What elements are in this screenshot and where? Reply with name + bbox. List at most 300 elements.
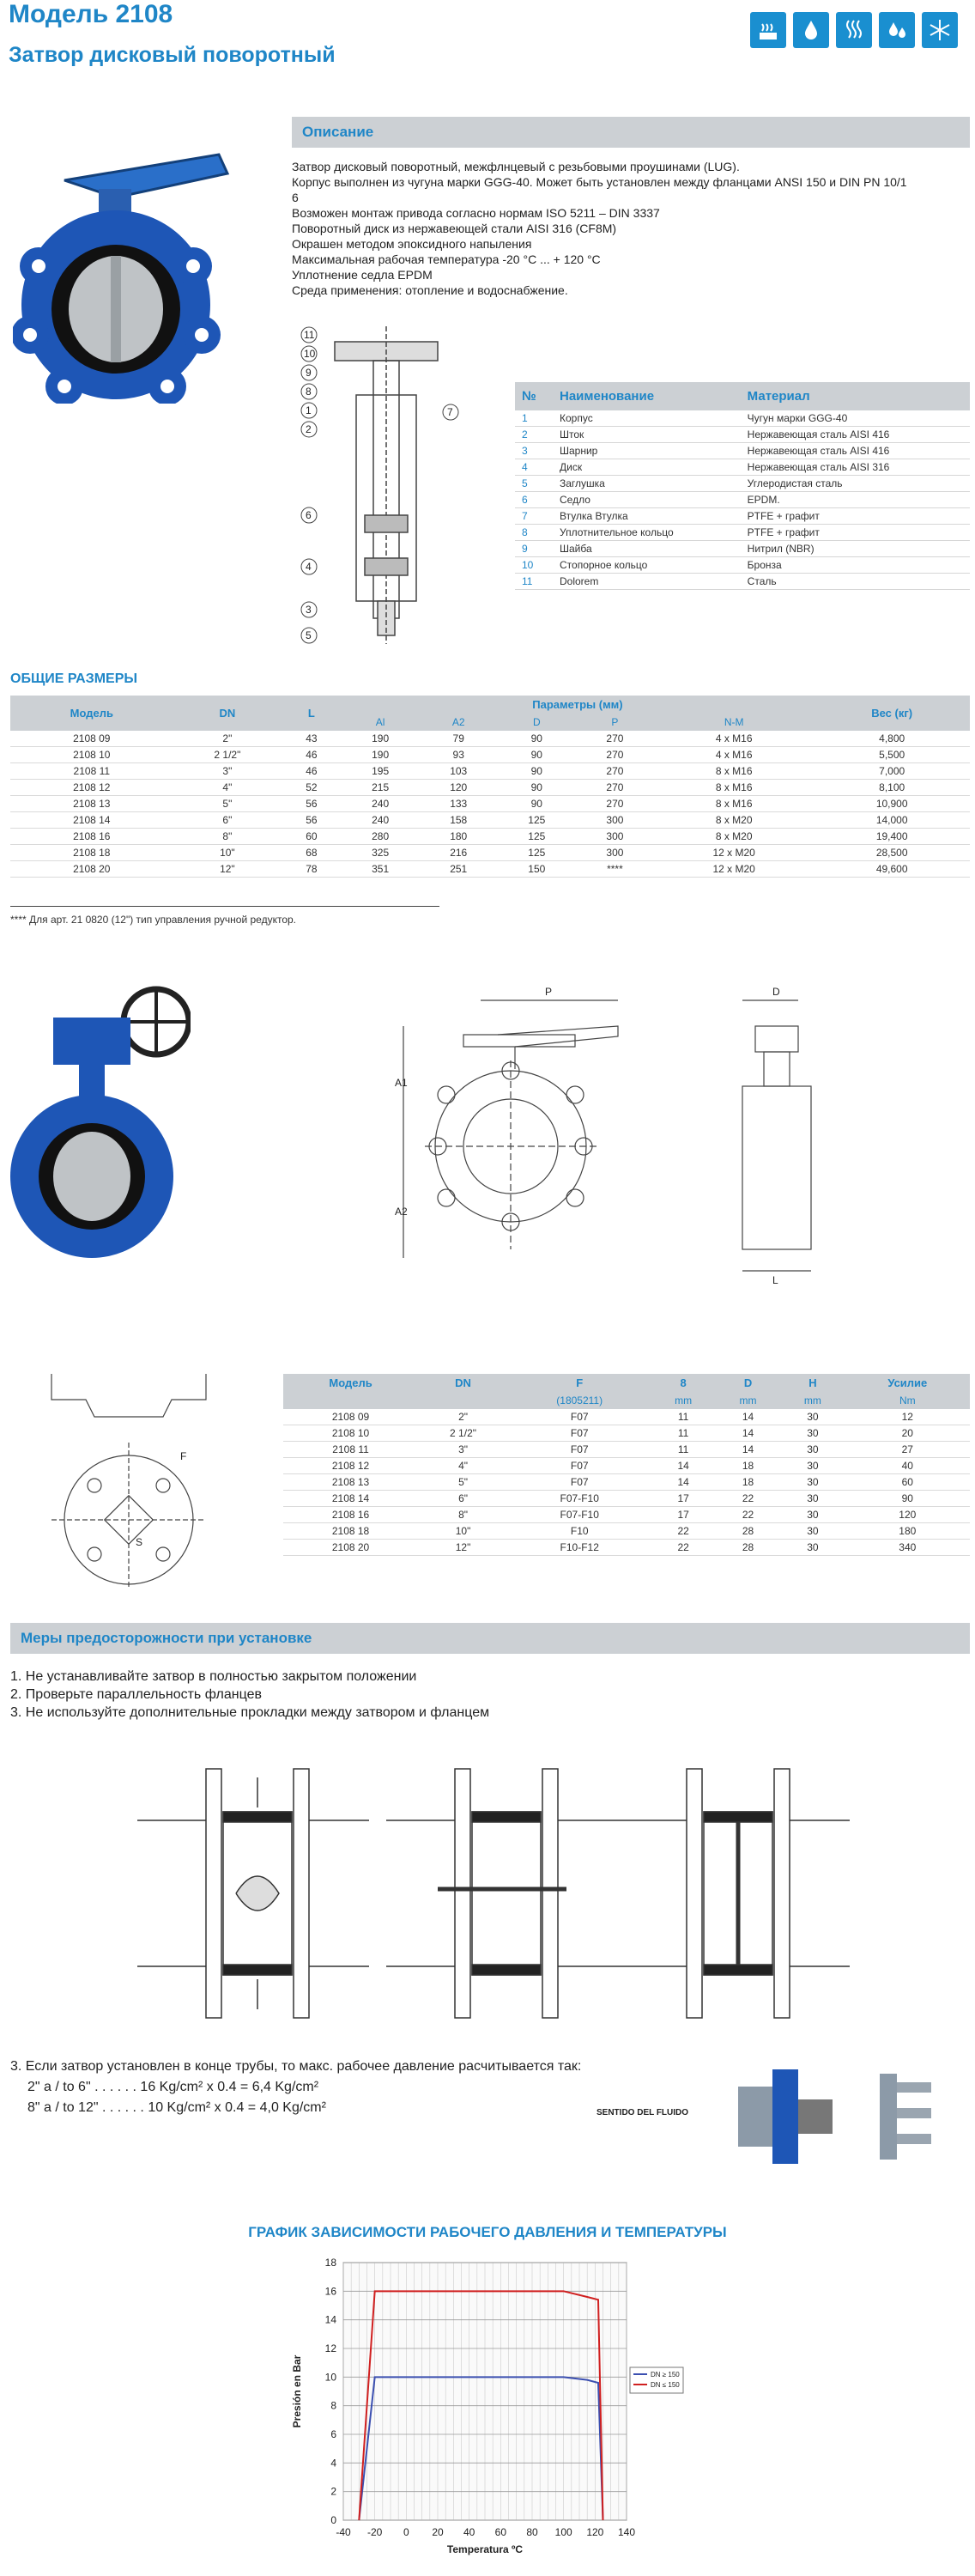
label-s: S [136,1536,143,1548]
chart-y-tick-label: 2 [330,2485,336,2498]
dims-row-cell: 90 [498,747,576,763]
dims-row-cell: 8 x M20 [654,829,814,845]
dims-row-cell: 125 [498,829,576,845]
dims-row-cell: 4 x M16 [654,747,814,763]
actuator-row-cell: 30 [780,1442,845,1458]
parts-col-material: Материал [741,382,970,410]
dims-sub-p: P [576,714,654,731]
dims-row-cell: 46 [282,763,341,780]
actuator-row-cell: 2108 10 [283,1425,418,1442]
parts-row-cell: 2 [515,427,553,443]
dims-row-cell: 8 x M16 [654,780,814,796]
parts-row-cell: Шарнир [553,443,741,459]
parts-col-number: № [515,382,553,410]
steam-icon [836,12,872,48]
dims-row-cell: 4,800 [814,731,970,747]
dims-row-cell: 2108 18 [10,845,173,861]
page-title: Модель 2108 [9,0,173,28]
actuator-row-cell: 2" [418,1409,508,1425]
parts-row [515,443,970,459]
dims-row-cell: 8 x M16 [654,763,814,780]
actuator-row-cell: 18 [716,1458,780,1474]
dims-row-cell: 2108 13 [10,796,173,812]
act-col-torque: Усилие [845,1374,970,1392]
dims-row-cell: 90 [498,731,576,747]
end-installation-drawing [721,2061,970,2172]
act-sub-4: mm [716,1392,780,1409]
actuator-row-cell: 340 [845,1540,970,1556]
parts-row-cell: Седло [553,492,741,508]
dims-row-cell: 270 [576,763,654,780]
actuator-row-cell: 4" [418,1458,508,1474]
dims-sub-d: D [498,714,576,731]
dims-row-cell: 3" [173,763,282,780]
dims-col-model: Модель [10,696,173,731]
actuator-row-cell: 2108 16 [283,1507,418,1523]
actuator-row-cell: 2108 12 [283,1458,418,1474]
act-col-dn: DN [418,1374,508,1392]
actuator-row-cell: 40 [845,1458,970,1474]
actuator-row [283,1409,970,1425]
actuator-row-cell: 14 [716,1442,780,1458]
dims-row-cell: 8" [173,829,282,845]
description-heading: Описание [292,117,970,148]
dims-row-cell: 12" [173,861,282,878]
parts-row-cell: Уплотнительное кольцо [553,525,741,541]
dims-row-cell: 68 [282,845,341,861]
parts-row-cell: 8 [515,525,553,541]
application-icons [750,12,958,48]
description-line: Возможен монтаж привода согласно нормам ISO 5211 – DIN 3337 [292,206,660,220]
actuator-row-cell: 2108 18 [283,1523,418,1540]
actuator-row-cell: F10-F12 [508,1540,651,1556]
chart-x-tick-label: 100 [554,2526,572,2538]
description-line: Окрашен методом эпоксидного напыления [292,237,532,251]
actuator-row-cell: 22 [716,1491,780,1507]
dims-row-cell: 2108 12 [10,780,173,796]
dims-row-cell: 270 [576,796,654,812]
dimensions-heading: ОБЩИЕ РАЗМЕРЫ [10,671,138,686]
actuator-row-cell: 30 [780,1409,845,1425]
dims-row-cell: 79 [420,731,498,747]
actuator-row-cell: 30 [780,1458,845,1474]
chart-x-tick-label: 40 [463,2526,475,2538]
dimension-drawings [395,975,841,1292]
precaution-item: 2. Проверьте параллельность фланцев [10,1687,262,1702]
act-sub-5: mm [780,1392,845,1409]
dims-row-cell: 120 [420,780,498,796]
actuator-row-cell: 2108 14 [283,1491,418,1507]
precaution-item: 1. Не устанавливайте затвор в полностью закрытом положении [10,1669,417,1684]
chart-y-tick-label: 16 [324,2285,336,2298]
chart-x-tick-label: 140 [617,2526,636,2538]
actuator-row-cell: 22 [716,1507,780,1523]
dims-row [10,845,970,861]
dims-row-cell: 5" [173,796,282,812]
page-subtitle: Затвор дисковый поворотный [9,43,336,67]
parts-row [515,427,970,443]
act-sub-3: mm [651,1392,715,1409]
dims-row [10,796,970,812]
parts-row [515,476,970,492]
parts-row-cell: Втулка Втулка [553,508,741,525]
drops-icon [879,12,915,48]
dims-row-cell: 52 [282,780,341,796]
actuator-row-cell: F07-F10 [508,1507,651,1523]
dims-row-cell: 10" [173,845,282,861]
heating-icon [750,12,786,48]
pressure-temperature-chart [283,2254,712,2563]
dims-row [10,861,970,878]
dims-row-cell: 103 [420,763,498,780]
dims-row-cell: 2108 16 [10,829,173,845]
act-col-8: 8 [651,1374,715,1392]
actuator-row-cell: F07 [508,1442,651,1458]
parts-row-cell: Чугун марки GGG-40 [741,410,970,427]
dims-row-cell: 190 [342,747,420,763]
dimensions-table-body [10,731,970,878]
dims-row-cell: 150 [498,861,576,878]
parts-row-cell: Диск [553,459,741,476]
actuator-row-cell: 14 [651,1458,715,1474]
actuator-row-cell: 20 [845,1425,970,1442]
parts-row [515,557,970,574]
callout-4: 4 [306,561,312,573]
description-line: Затвор дисковый поворотный, межфлнцевый с резьбовыми проушинами (LUG). [292,160,740,173]
parts-row-cell: Бронза [741,557,970,574]
dims-row-cell: 240 [342,812,420,829]
label-f: F [180,1450,187,1462]
parts-row-cell: EPDM. [741,492,970,508]
actuator-row [283,1442,970,1458]
description-line: Максимальная рабочая температура -20 °C ... + 120 °C [292,252,601,266]
dims-row-cell: 2108 20 [10,861,173,878]
actuator-row [283,1507,970,1523]
dims-row-cell: 90 [498,796,576,812]
parts-row-cell: Dolorem [553,574,741,590]
precautions-heading: Меры предосторожности при установке [10,1623,970,1654]
dims-row-cell: 270 [576,780,654,796]
dims-row-cell: 125 [498,812,576,829]
actuator-row-cell: 11 [651,1409,715,1425]
actuator-row-cell: 14 [651,1474,715,1491]
actuator-row-cell: 180 [845,1523,970,1540]
dims-row-cell: 158 [420,812,498,829]
chart-y-axis-label: Presión en Bar [291,2354,303,2428]
parts-row-cell: 11 [515,574,553,590]
label-p: P [545,986,553,998]
actuator-row-cell: 2108 20 [283,1540,418,1556]
dims-col-dn: DN [173,696,282,731]
actuator-row-cell: 3" [418,1442,508,1458]
parts-row-cell: 7 [515,508,553,525]
parts-table [515,382,970,590]
parts-row-cell: Шток [553,427,741,443]
parts-row-cell: 3 [515,443,553,459]
parts-row-cell: Заглушка [553,476,741,492]
actuator-row-cell: F07-F10 [508,1491,651,1507]
dims-row-cell: 56 [282,796,341,812]
chart-y-tick-label: 12 [324,2342,336,2354]
dims-row-cell: 325 [342,845,420,861]
footnote-divider [10,906,439,907]
parts-row [515,410,970,427]
parts-row-cell: Нитрил (NBR) [741,541,970,557]
callout-2: 2 [306,423,312,435]
dims-row [10,747,970,763]
dims-row-cell: 2108 11 [10,763,173,780]
dims-row-cell: **** [576,861,654,878]
dims-col-weight: Вес (кг) [814,696,970,731]
dims-row-cell: 180 [420,829,498,845]
chart-svg [283,2254,712,2563]
dims-col-l: L [282,696,341,731]
parts-row-cell: 9 [515,541,553,557]
dims-row-cell: 2108 10 [10,747,173,763]
snowflake-icon [922,12,958,48]
flange-drawing [34,1374,223,1589]
dims-row-cell: 8 x M16 [654,796,814,812]
dims-row-cell: 12 x M20 [654,845,814,861]
dims-row-cell: 8 x M20 [654,812,814,829]
actuator-row-cell: 10" [418,1523,508,1540]
actuator-row [283,1458,970,1474]
actuator-row-cell: F07 [508,1474,651,1491]
parts-row [515,574,970,590]
callout-10: 10 [304,348,316,360]
actuator-row [283,1474,970,1491]
parts-table-body [515,410,970,590]
end-of-line-pressure [10,2057,663,2118]
chart-y-tick-label: 14 [324,2313,336,2326]
chart-x-tick-label: 120 [586,2526,604,2538]
actuator-row [283,1540,970,1556]
water-drop-icon [793,12,829,48]
actuator-row-cell: F07 [508,1458,651,1474]
dims-row-cell: 4" [173,780,282,796]
dims-row-cell: 270 [576,747,654,763]
dims-row-cell: 90 [498,780,576,796]
chart-x-tick-label: -40 [336,2526,351,2538]
act-col-f: F [508,1374,651,1392]
actuator-row-cell: 22 [651,1540,715,1556]
actuator-row-cell: 11 [651,1425,715,1442]
dims-sub-a1: Al [342,714,420,731]
parts-row-cell: 10 [515,557,553,574]
chart-y-tick-label: 4 [330,2457,336,2470]
dims-row-cell: 90 [498,763,576,780]
actuator-row-cell: 12" [418,1540,508,1556]
dims-row-cell: 8,100 [814,780,970,796]
dims-row [10,763,970,780]
label-a2: A2 [395,1206,408,1218]
flow-direction-label: SENTIDO DEL FLUIDO [597,2108,689,2117]
act-sub-1 [418,1392,508,1409]
chart-x-tick-label: -20 [366,2526,383,2538]
chart-y-tick-label: 0 [330,2514,336,2526]
dims-row-cell: 4 x M16 [654,731,814,747]
actuator-row-cell: 22 [651,1523,715,1540]
chart-title: ГРАФИК ЗАВИСИМОСТИ РАБОЧЕГО ДАВЛЕНИЯ И ТЕМПЕРАТУРЫ [248,2224,727,2240]
actuator-row-cell: 8" [418,1507,508,1523]
actuator-row-cell: 30 [780,1474,845,1491]
dims-row-cell: 49,600 [814,861,970,878]
label-d: D [772,986,780,998]
callout-6: 6 [306,509,312,521]
parts-col-name: Наименование [553,382,741,410]
sectional-drawing [292,318,481,653]
valve-gearbox-photo [10,983,191,1258]
dims-row-cell: 216 [420,845,498,861]
actuator-row [283,1425,970,1442]
dims-row [10,731,970,747]
parts-row-cell: Углеродистая сталь [741,476,970,492]
precautions-list [10,1668,963,1722]
dims-row [10,812,970,829]
dims-row-cell: 78 [282,861,341,878]
actuator-row-cell: 17 [651,1491,715,1507]
dims-row-cell: 215 [342,780,420,796]
label-l: L [772,1274,778,1286]
act-sub-2: (1805211) [508,1392,651,1409]
dims-row [10,829,970,845]
chart-y-tick-label: 8 [330,2399,336,2412]
actuator-row-cell: F07 [508,1425,651,1442]
dims-row-cell: 270 [576,731,654,747]
actuator-table [283,1374,970,1556]
description-line: Поворотный диск из нержавеющей стали AISI 316 (CF8M) [292,222,617,235]
act-col-d: D [716,1374,780,1392]
dims-row-cell: 300 [576,845,654,861]
dimensions-table [10,696,970,878]
chart-y-tick-label: 18 [324,2257,336,2269]
chart-x-tick-label: 60 [494,2526,507,2538]
actuator-row-cell: 17 [651,1507,715,1523]
callout-11: 11 [304,329,315,341]
dims-row-cell: 125 [498,845,576,861]
act-sub-6: Nm [845,1392,970,1409]
dims-row-cell: 43 [282,731,341,747]
dims-col-params: Параметры (мм) [342,696,815,714]
callout-3: 3 [306,604,312,616]
actuator-row-cell: 30 [780,1425,845,1442]
parts-row-cell: 1 [515,410,553,427]
dims-row-cell: 10,900 [814,796,970,812]
pressure-line-1: 2" a / to 6" . . . . . . 16 Kg/cm² x 0.4 = 6,4 Kg/cm² [27,2080,319,2094]
actuator-row-cell: 30 [780,1523,845,1540]
actuator-row-cell: 28 [716,1523,780,1540]
actuator-row-cell: 2108 11 [283,1442,418,1458]
dims-row-cell: 93 [420,747,498,763]
label-a1: A1 [395,1077,408,1089]
parts-row-cell: PTFE + графит [741,525,970,541]
callout-1: 1 [306,404,312,416]
parts-row [515,459,970,476]
parts-row-cell: Корпус [553,410,741,427]
precaution-item: 3. Не используйте дополнительные прокладки между затвором и фланцем [10,1705,490,1720]
dims-sub-a2: A2 [420,714,498,731]
actuator-row-cell: 2108 09 [283,1409,418,1425]
parts-row-cell: 5 [515,476,553,492]
dims-row-cell: 300 [576,812,654,829]
actuator-row-cell: 5" [418,1474,508,1491]
description-line: Уплотнение седла EPDM [292,268,433,282]
dims-row-cell: 251 [420,861,498,878]
actuator-row [283,1491,970,1507]
actuator-row-cell: 6" [418,1491,508,1507]
pressure-intro: 3. Если затвор установлен в конце трубы, то макс. рабочее давление расчитывается так: [10,2059,582,2074]
chart-x-tick-label: 20 [432,2526,444,2538]
dims-row-cell: 133 [420,796,498,812]
chart-y-tick-label: 6 [330,2428,336,2440]
actuator-row-cell: 30 [780,1540,845,1556]
actuator-row-cell: 27 [845,1442,970,1458]
actuator-row-cell: 14 [716,1409,780,1425]
dims-row-cell: 351 [342,861,420,878]
act-col-h: H [780,1374,845,1392]
dims-row-cell: 2 1/2" [173,747,282,763]
dims-row-cell: 5,500 [814,747,970,763]
dims-row-cell: 56 [282,812,341,829]
parts-row [515,508,970,525]
parts-row-cell: Нержавеющая сталь AISI 416 [741,427,970,443]
dims-row-cell: 2108 09 [10,731,173,747]
parts-row-cell: Нержавеющая сталь AISI 416 [741,443,970,459]
actuator-row-cell: 14 [716,1425,780,1442]
parts-row [515,541,970,557]
description-text [292,159,970,298]
dimensions-footnote: **** Для арт. 21 0820 (12") тип управления ручной редуктор. [10,914,296,926]
parts-row-cell: Шайба [553,541,741,557]
dims-row-cell: 195 [342,763,420,780]
actuator-row-cell: 90 [845,1491,970,1507]
actuator-row-cell: 30 [780,1507,845,1523]
dims-row [10,780,970,796]
dims-row-cell: 28,500 [814,845,970,861]
callout-9: 9 [306,367,312,379]
dims-row-cell: 190 [342,731,420,747]
chart-legend-label: DN ≥ 150 [651,2371,680,2379]
actuator-table-body [283,1409,970,1556]
actuator-row-cell: 12 [845,1409,970,1425]
dims-row-cell: 2108 14 [10,812,173,829]
actuator-row-cell: 60 [845,1474,970,1491]
actuator-row-cell: 120 [845,1507,970,1523]
chart-legend-label: DN ≤ 150 [651,2381,680,2389]
dims-row-cell: 46 [282,747,341,763]
valve-photo [13,137,253,404]
callout-8: 8 [306,386,312,398]
chart-x-axis-label: Temperatura ºC [446,2543,524,2555]
parts-row-cell: Сталь [741,574,970,590]
parts-row [515,525,970,541]
parts-row [515,492,970,508]
act-col-model: Модель [283,1374,418,1392]
actuator-row-cell: F10 [508,1523,651,1540]
dims-row-cell: 7,000 [814,763,970,780]
actuator-row-cell: 2 1/2" [418,1425,508,1442]
actuator-row-cell: 28 [716,1540,780,1556]
description-line: Среда применения: отопление и водоснабжение. [292,283,568,297]
dims-row-cell: 12 x M20 [654,861,814,878]
dims-row-cell: 240 [342,796,420,812]
callout-5: 5 [306,629,312,641]
actuator-row-cell: F07 [508,1409,651,1425]
dims-row-cell: 60 [282,829,341,845]
parts-row-cell: Нержавеющая сталь AISI 316 [741,459,970,476]
chart-y-tick-label: 10 [324,2371,336,2384]
actuator-row-cell: 2108 13 [283,1474,418,1491]
